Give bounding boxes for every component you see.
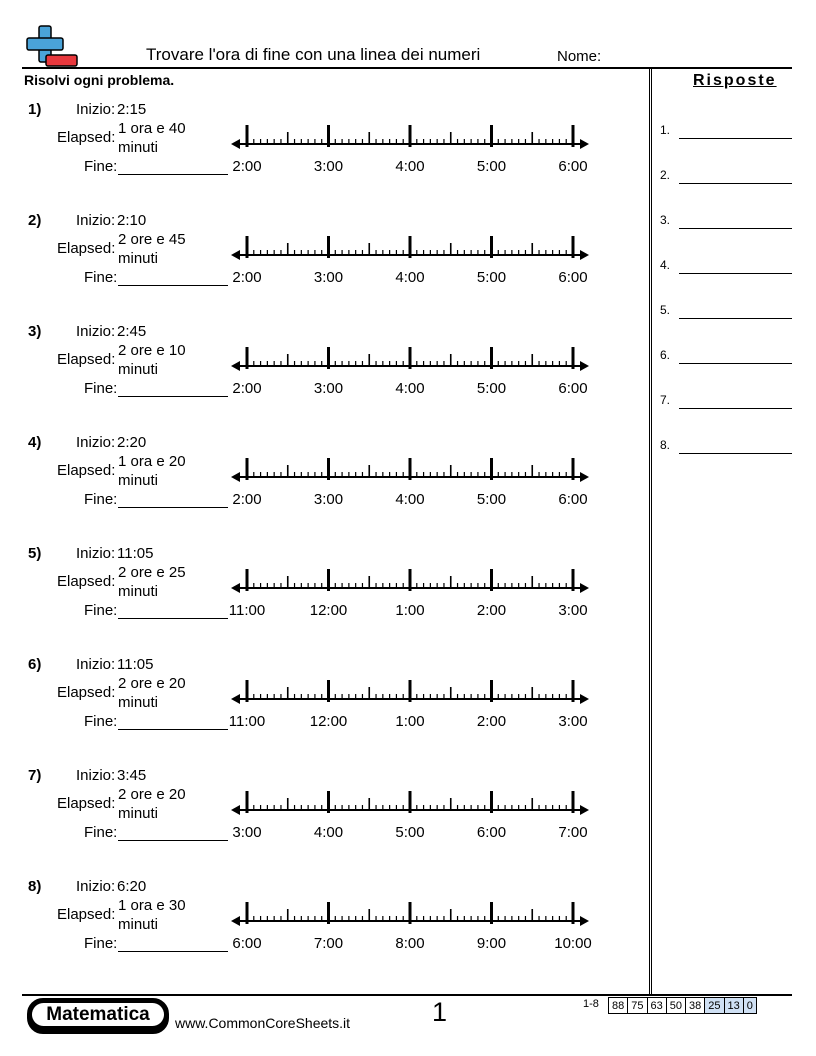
arrow-right-icon <box>580 250 589 260</box>
end-time-blank[interactable] <box>118 174 228 175</box>
header-divider <box>22 67 792 69</box>
start-label: Inizio: <box>76 101 116 118</box>
tick-label: 5:00 <box>476 380 507 397</box>
end-time-blank[interactable] <box>118 618 228 619</box>
problem-number: 8) <box>28 878 42 895</box>
number-line-graphic <box>231 674 591 704</box>
tick-label: 2:00 <box>476 713 507 730</box>
elapsed-time-line1: 2 ore e 25 <box>118 564 186 581</box>
tick-label: 6:00 <box>558 380 588 397</box>
problem-number: 7) <box>28 767 42 784</box>
arrow-left-icon <box>231 583 240 593</box>
elapsed-time-line2: minuti <box>118 472 159 489</box>
elapsed-time-line2: minuti <box>118 139 159 156</box>
start-label: Inizio: <box>76 545 116 562</box>
elapsed-time <box>118 119 218 157</box>
elapsed-time-line1: 2 ore e 20 <box>118 675 186 692</box>
worksheet-title: Trovare l'ora di fine con una linea dei numeri <box>146 45 481 64</box>
number-line <box>228 563 591 619</box>
tick-label: 7:00 <box>313 935 344 952</box>
end-time-blank[interactable] <box>118 729 228 730</box>
number-line-graphic <box>231 341 591 371</box>
page-number: 1 <box>432 997 448 1027</box>
score-cell: 88 <box>609 998 628 1014</box>
number-line <box>231 785 591 841</box>
answer-blank[interactable] <box>679 273 792 274</box>
score-row <box>609 998 757 1014</box>
tick-label: 4:00 <box>313 824 344 841</box>
tick-label: 11:00 <box>228 602 266 619</box>
answers-title: Risposte <box>693 72 777 89</box>
tick-label: 12:00 <box>309 602 348 619</box>
start-time: 6:20 <box>117 878 147 895</box>
elapsed-time-line1: 2 ore e 10 <box>118 342 186 359</box>
end-label: Fine: <box>84 602 118 619</box>
number-line-graphic <box>231 119 591 149</box>
tick-label: 6:00 <box>558 491 588 508</box>
answer-number: 8. <box>660 438 671 452</box>
elapsed-time <box>118 563 218 601</box>
elapsed-time-line2: minuti <box>118 361 159 378</box>
score-cell: 0 <box>743 998 756 1014</box>
problem <box>0 545 640 645</box>
start-label: Inizio: <box>76 323 116 340</box>
answer-row <box>660 123 792 139</box>
end-label: Fine: <box>84 824 118 841</box>
elapsed-time-line1: 1 ora e 40 <box>118 120 186 137</box>
number-line-graphic <box>231 785 591 815</box>
start-time: 3:45 <box>117 767 147 784</box>
tick-label: 10:00 <box>554 935 592 952</box>
tick-label: 3:00 <box>313 380 344 397</box>
tick-label: 5:00 <box>395 824 425 841</box>
arrow-right-icon <box>580 694 589 704</box>
number-line-graphic <box>231 896 591 926</box>
answer-blank[interactable] <box>679 318 792 319</box>
arrow-left-icon <box>231 361 240 371</box>
answer-row <box>660 438 792 454</box>
problem <box>0 101 640 201</box>
elapsed-time-line2: minuti <box>118 583 159 600</box>
problem-number: 5) <box>28 545 42 562</box>
instructions: Risolvi ogni problema. <box>24 72 175 88</box>
elapsed-time <box>118 341 218 379</box>
answer-number: 1. <box>660 123 671 137</box>
elapsed-time-line2: minuti <box>118 916 159 933</box>
tick-label: 2:00 <box>232 269 262 286</box>
arrow-right-icon <box>580 583 589 593</box>
tick-label: 6:00 <box>558 158 588 175</box>
tick-label: 11:00 <box>228 713 266 730</box>
tick-label: 9:00 <box>476 935 507 952</box>
tick-label: 5:00 <box>476 269 507 286</box>
problem-number: 1) <box>28 101 42 118</box>
end-label: Fine: <box>84 935 118 952</box>
elapsed-time-line1: 2 ore e 20 <box>118 786 186 803</box>
elapsed-label: Elapsed: <box>57 906 116 923</box>
tick-label: 3:00 <box>313 158 344 175</box>
arrow-right-icon <box>580 805 589 815</box>
elapsed-time <box>118 452 218 490</box>
score-cell: 63 <box>647 998 666 1014</box>
tick-label: 5:00 <box>476 158 507 175</box>
name-label: Nome: <box>557 48 602 65</box>
end-label: Fine: <box>84 713 118 730</box>
answer-blank[interactable] <box>679 183 792 184</box>
elapsed-label: Elapsed: <box>57 129 116 146</box>
tick-label: 4:00 <box>395 158 425 175</box>
score-cell: 25 <box>705 998 724 1014</box>
number-line-graphic <box>231 452 591 482</box>
arrow-right-icon <box>580 472 589 482</box>
answer-blank[interactable] <box>679 453 792 454</box>
tick-label: 6:00 <box>476 824 507 841</box>
end-label: Fine: <box>84 491 118 508</box>
start-label: Inizio: <box>76 878 116 895</box>
answer-number: 4. <box>660 258 671 272</box>
score-range-label: 1-8 <box>583 998 599 1010</box>
problem <box>0 212 640 312</box>
elapsed-label: Elapsed: <box>57 795 116 812</box>
answer-blank[interactable] <box>679 138 792 139</box>
number-line-graphic <box>231 230 591 260</box>
answer-blank[interactable] <box>679 363 792 364</box>
score-cell: 38 <box>686 998 705 1014</box>
score-cell: 13 <box>724 998 743 1014</box>
problem <box>0 656 640 756</box>
footer-divider <box>22 994 792 996</box>
elapsed-label: Elapsed: <box>57 573 116 590</box>
problem-number: 6) <box>28 656 42 673</box>
tick-label: 7:00 <box>558 824 588 841</box>
number-line <box>231 230 591 286</box>
arrow-left-icon <box>231 805 240 815</box>
brand-label: Matematica <box>32 1003 164 1026</box>
tick-label: 4:00 <box>395 380 425 397</box>
tick-label: 3:00 <box>313 491 344 508</box>
elapsed-time <box>118 896 218 934</box>
end-time-blank[interactable] <box>118 951 228 952</box>
tick-label: 6:00 <box>558 269 588 286</box>
answer-number: 3. <box>660 213 671 227</box>
start-time: 2:45 <box>117 323 147 340</box>
elapsed-time <box>118 785 218 823</box>
problem-number: 2) <box>28 212 42 229</box>
answer-blank[interactable] <box>679 228 792 229</box>
start-time: 2:20 <box>117 434 147 451</box>
number-line <box>228 674 591 730</box>
score-cell: 75 <box>628 998 647 1014</box>
answer-row <box>660 168 792 184</box>
answer-row <box>660 213 792 229</box>
tick-label: 1:00 <box>395 713 425 730</box>
elapsed-time-line1: 2 ore e 45 <box>118 231 186 248</box>
arrow-left-icon <box>231 139 240 149</box>
tick-label: 4:00 <box>395 269 425 286</box>
tick-label: 2:00 <box>476 602 507 619</box>
arrow-right-icon <box>580 139 589 149</box>
elapsed-time <box>118 230 218 268</box>
arrow-left-icon <box>231 472 240 482</box>
number-line <box>231 452 591 508</box>
answer-row <box>660 393 792 409</box>
tick-label: 3:00 <box>558 602 588 619</box>
tick-label: 2:00 <box>232 380 262 397</box>
answer-row <box>660 303 792 319</box>
answer-row <box>660 348 792 364</box>
tick-label: 3:00 <box>558 713 588 730</box>
tick-label: 2:00 <box>232 158 262 175</box>
arrow-left-icon <box>231 250 240 260</box>
end-label: Fine: <box>84 380 118 397</box>
elapsed-time <box>118 674 218 712</box>
number-line-graphic <box>231 563 591 593</box>
start-label: Inizio: <box>76 212 116 229</box>
tick-label: 8:00 <box>395 935 425 952</box>
start-time: 2:15 <box>117 101 147 118</box>
arrow-right-icon <box>580 361 589 371</box>
tick-label: 5:00 <box>476 491 507 508</box>
problem <box>0 878 640 978</box>
end-time-blank[interactable] <box>118 507 228 508</box>
start-time: 2:10 <box>117 212 147 229</box>
number-line <box>231 119 591 175</box>
elapsed-label: Elapsed: <box>57 240 116 257</box>
start-time: 11:05 <box>117 545 154 562</box>
end-time-blank[interactable] <box>118 285 228 286</box>
website-url: www.CommonCoreSheets.it <box>175 1015 351 1031</box>
end-time-blank[interactable] <box>118 396 228 397</box>
tick-label: 2:00 <box>232 491 262 508</box>
problem <box>0 323 640 423</box>
end-time-blank[interactable] <box>118 840 228 841</box>
problem <box>0 767 640 867</box>
score-cell: 50 <box>666 998 685 1014</box>
elapsed-label: Elapsed: <box>57 351 116 368</box>
start-label: Inizio: <box>76 656 116 673</box>
elapsed-label: Elapsed: <box>57 462 116 479</box>
elapsed-time-line2: minuti <box>118 805 159 822</box>
score-table <box>608 997 757 1014</box>
elapsed-time-line2: minuti <box>118 694 159 711</box>
answer-column-divider <box>649 68 652 995</box>
elapsed-label: Elapsed: <box>57 684 116 701</box>
problem-number: 3) <box>28 323 42 340</box>
start-label: Inizio: <box>76 767 116 784</box>
tick-label: 3:00 <box>313 269 344 286</box>
arrow-left-icon <box>231 916 240 926</box>
elapsed-time-line2: minuti <box>118 250 159 267</box>
problem-number: 4) <box>28 434 42 451</box>
start-time: 11:05 <box>117 656 154 673</box>
tick-label: 3:00 <box>232 824 262 841</box>
start-label: Inizio: <box>76 434 116 451</box>
tick-label: 12:00 <box>309 713 348 730</box>
tick-label: 1:00 <box>395 602 425 619</box>
problem <box>0 434 640 534</box>
tick-label: 4:00 <box>395 491 425 508</box>
elapsed-time-line1: 1 ora e 30 <box>118 897 186 914</box>
answer-row <box>660 258 792 274</box>
elapsed-time-line1: 1 ora e 20 <box>118 453 186 470</box>
tick-label: 6:00 <box>232 935 262 952</box>
answer-number: 7. <box>660 393 671 407</box>
answer-number: 2. <box>660 168 671 182</box>
answer-number: 6. <box>660 348 671 362</box>
end-label: Fine: <box>84 158 118 175</box>
answer-number: 5. <box>660 303 671 317</box>
number-line <box>231 341 591 397</box>
brand-badge <box>27 998 169 1034</box>
answer-blank[interactable] <box>679 408 792 409</box>
number-line <box>231 896 592 952</box>
end-label: Fine: <box>84 269 118 286</box>
arrow-right-icon <box>580 916 589 926</box>
arrow-left-icon <box>231 694 240 704</box>
plus-minus-logo-icon <box>22 24 80 68</box>
